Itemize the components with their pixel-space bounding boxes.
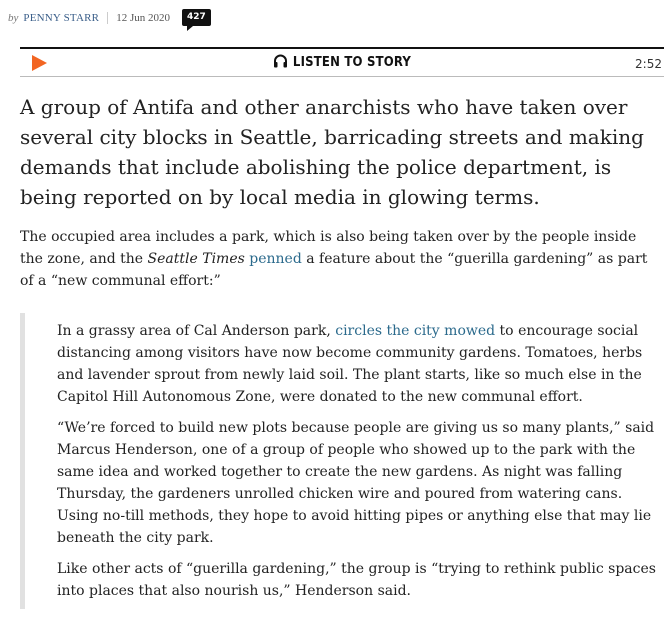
- paragraph-text: The occupied area includes a park, which is also being taken over by the people inside the zone, and the: [20, 229, 637, 267]
- quote-paragraph: “We’re forced to build new plots because people are giving us so many plants,” said Marcus Henderson, one of a group of people who showed up to the park with the same idea and worked together to create the new gardens. As night was falling Thursday, the gardeners unrolled chicken wire and poured from watering cans. Using no-till methods, they hope to avoid hitting pipes or anything else that may lie beneath the city park.: [57, 420, 655, 546]
- byline: [8, 9, 211, 26]
- paragraph-text: a feature about the “guerilla gardening” as part of a “new communal effort:”: [20, 251, 648, 289]
- audio-player: [20, 47, 664, 77]
- listen-to-story[interactable]: [20, 54, 664, 72]
- quote-paragraph: [57, 320, 662, 408]
- headphones-icon: [273, 54, 288, 72]
- byline-by: by: [8, 11, 19, 24]
- comment-count-badge[interactable]: 427: [182, 9, 211, 26]
- quote-text: In a grassy area of Cal Anderson park,: [57, 323, 336, 339]
- blockquote: [20, 313, 660, 609]
- quote-text: to encourage social distancing among visitors have now become community gardens. Tomatoes, herbs and lavender sprout from newly laid soil. The plant starts, like so much else in the Capitol Hill Autonomous Zone, were donated to the new communal effort.: [57, 323, 643, 405]
- article-lede: A group of Antifa and other anarchists who have taken over several city blocks in Seattle, barricading streets and making demands that include abolishing the police department, is being reported on by local media in glowing terms.: [20, 95, 644, 209]
- audio-duration: 2:52: [635, 57, 662, 71]
- circles-link[interactable]: circles the city mowed: [335, 323, 496, 339]
- publish-date: 12 Jun 2020: [116, 11, 170, 24]
- author-link[interactable]: PENNY STARR: [23, 11, 100, 24]
- publication-name: Seattle Times: [147, 251, 245, 267]
- penned-link[interactable]: penned: [249, 251, 302, 267]
- quote-paragraph: Like other acts of “guerilla gardening,” the group is “trying to rethink public spaces into places that also nourish us,” Henderson said.: [57, 561, 656, 599]
- byline-divider: [107, 12, 108, 24]
- article-paragraph: [20, 226, 660, 292]
- listen-label: LISTEN TO STORY: [292, 55, 412, 70]
